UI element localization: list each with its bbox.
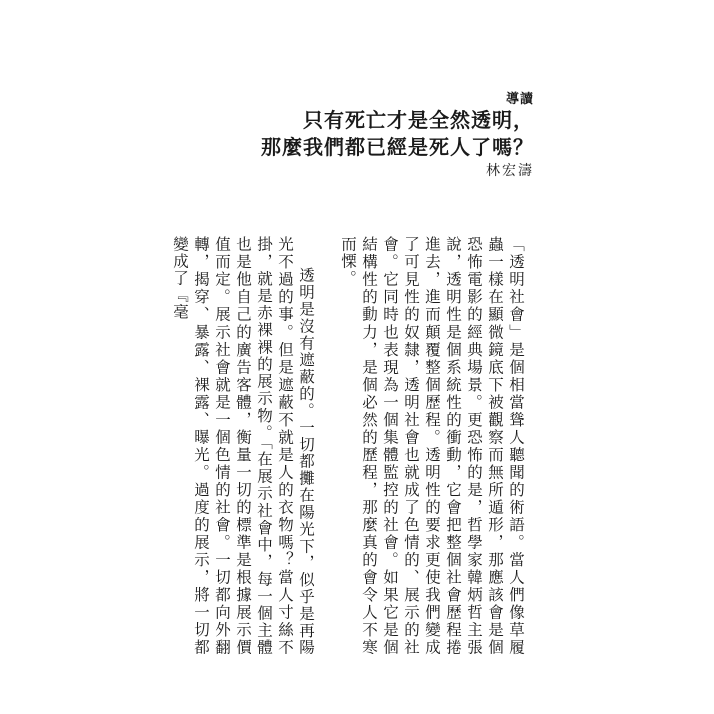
section-label: 導讀 [505,92,534,107]
title-line-1: 只有死亡才是全然透明， [303,108,534,132]
paragraph-2: 透明是沒有遮蔽的。一切都攤在陽光下，似乎是再陽光不過的事。但是遮蔽不就是人的衣物嗎？當人寸絲不掛，就是赤裸裸的展示物。「在展示社會中，每一個主體也是他自己的廣告客體，衡量一切的標準是根據展示價值而定。展示社會就是一個色情的社會。一切都向外翻轉，揭穿、暴露、裸露、曝光。過度的展示，將一切都變成了『毫 [171,236,315,656]
paragraph-1: 「透明社會」是個相當聳人聽聞的術語。當人們像草履蟲一樣在顯微鏡底下被觀察而無所遁形，那應該會是個恐怖電影的經典場景。更恐怖的是，哲學家韓炳哲主張說，透明性是個系統性的衝動，它會把整個社會歷程捲進去，進而顛覆整個歷程。透明性的要求更使我們變成了可見性的奴隸，透明社會也就成了色情的、展示的社會。它同時也表現為一個集體監控的社會。如果它是個結構性的動力，是個必然的歷程，那麼真的會令人不寒而慄。 [339,236,525,656]
body-text [171,236,526,656]
author-name: 林宏濤 [486,163,534,179]
title-line-2: 那麼我們都已經是死人了嗎？ [261,135,534,159]
